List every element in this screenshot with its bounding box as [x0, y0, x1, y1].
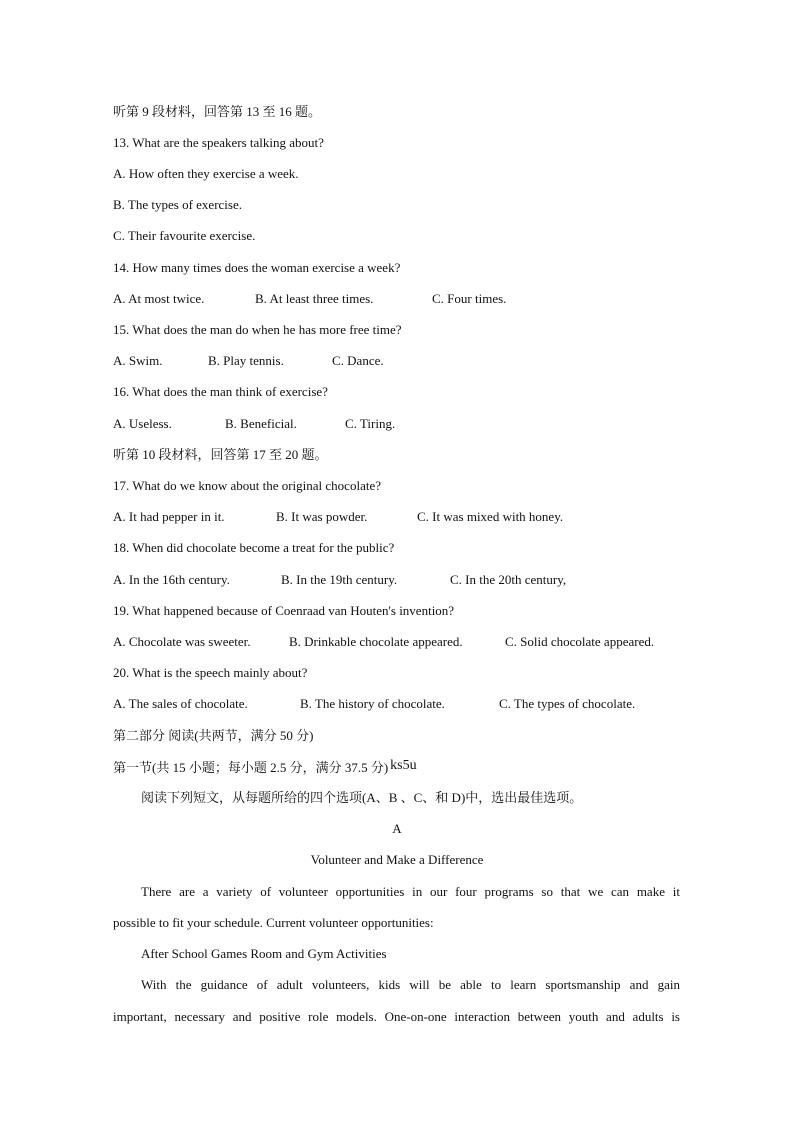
passage-label: A	[392, 821, 402, 836]
q19-option-b: B. Drinkable chocolate appeared.	[289, 634, 463, 649]
q15-option-b: B. Play tennis.	[208, 353, 284, 368]
q16-option-b: B. Beneficial.	[225, 416, 297, 431]
question-17: 17. What do we know about the original chocolate?	[113, 478, 381, 493]
q17-option-a: A. It had pepper in it.	[113, 509, 225, 524]
q20-options	[113, 696, 635, 712]
q14-option-c: C. Four times.	[432, 291, 507, 306]
paragraph-1-line-1: There are a variety of volunteer opportunities in our four programs so that we can make it	[141, 884, 680, 899]
q18-option-c: C. In the 20th century,	[450, 572, 567, 587]
section9-header: 听第 9 段材料，回答第 13 至 16 题。	[113, 104, 322, 119]
q14-options	[113, 291, 506, 307]
q19-option-a: A. Chocolate was sweeter.	[113, 634, 251, 649]
paragraph-2-line-2: important, necessary and positive role models. One-on-one interaction between youth and adults is	[113, 1009, 680, 1024]
q17-option-c: C. It was mixed with honey.	[417, 509, 564, 524]
q18-option-a: A. In the 16th century.	[113, 572, 230, 587]
passage-title: Volunteer and Make a Difference	[310, 852, 484, 867]
q18-options	[113, 572, 566, 588]
paragraph-2-line-1: With the guidance of adult volunteers, kids will be able to learn sportsmanship and gain	[141, 977, 680, 992]
q20-option-a: A. The sales of chocolate.	[113, 696, 248, 711]
q17-option-b: B. It was powder.	[276, 509, 368, 524]
q13-option-c: C. Their favourite exercise.	[113, 228, 256, 243]
q18-option-b: B. In the 19th century.	[281, 572, 398, 587]
question-18: 18. When did chocolate become a treat for the public?	[113, 540, 395, 555]
q15-options	[113, 353, 384, 369]
question-14: 14. How many times does the woman exercise a week?	[113, 260, 401, 275]
question-20: 20. What is the speech mainly about?	[113, 665, 308, 680]
q16-option-a: A. Useless.	[113, 416, 172, 431]
ks5u-mark: ks5u	[390, 758, 417, 773]
q19-options	[113, 634, 654, 650]
section1-header	[113, 758, 417, 776]
section10-header: 听第 10 段材料，回答第 17 至 20 题。	[113, 447, 328, 462]
q16-options	[113, 416, 395, 432]
question-15: 15. What does the man do when he has more free time?	[113, 322, 402, 337]
q13-option-b: B. The types of exercise.	[113, 197, 242, 212]
q20-option-b: B. The history of chocolate.	[300, 696, 445, 711]
part2-header: 第二部分 阅读(共两节，满分 50 分)	[113, 728, 314, 743]
q16-option-c: C. Tiring.	[345, 416, 396, 431]
q14-option-a: A. At most twice.	[113, 291, 205, 306]
q15-option-a: A. Swim.	[113, 353, 163, 368]
q13-option-a: A. How often they exercise a week.	[113, 166, 299, 181]
question-13: 13. What are the speakers talking about?	[113, 135, 324, 150]
q14-option-b: B. At least three times.	[255, 291, 374, 306]
question-19: 19. What happened because of Coenraad van Houten's invention?	[113, 603, 455, 618]
q15-option-c: C. Dance.	[332, 353, 384, 368]
paragraph-1-line-2: possible to fit your schedule. Current volunteer opportunities:	[113, 915, 434, 930]
q17-options	[113, 509, 563, 525]
subheading: After School Games Room and Gym Activities	[141, 946, 387, 961]
section1-header-text: 第一节(共 15 小题；每小题 2.5 分，满分 37.5 分)	[113, 760, 389, 775]
reading-instructions: 阅读下列短文，从每题所给的四个选项(A、B 、C、和 D)中，选出最佳选项。	[141, 790, 583, 805]
question-16: 16. What does the man think of exercise?	[113, 384, 328, 399]
q19-option-c: C. Solid chocolate appeared.	[505, 634, 655, 649]
q20-option-c: C. The types of chocolate.	[499, 696, 636, 711]
